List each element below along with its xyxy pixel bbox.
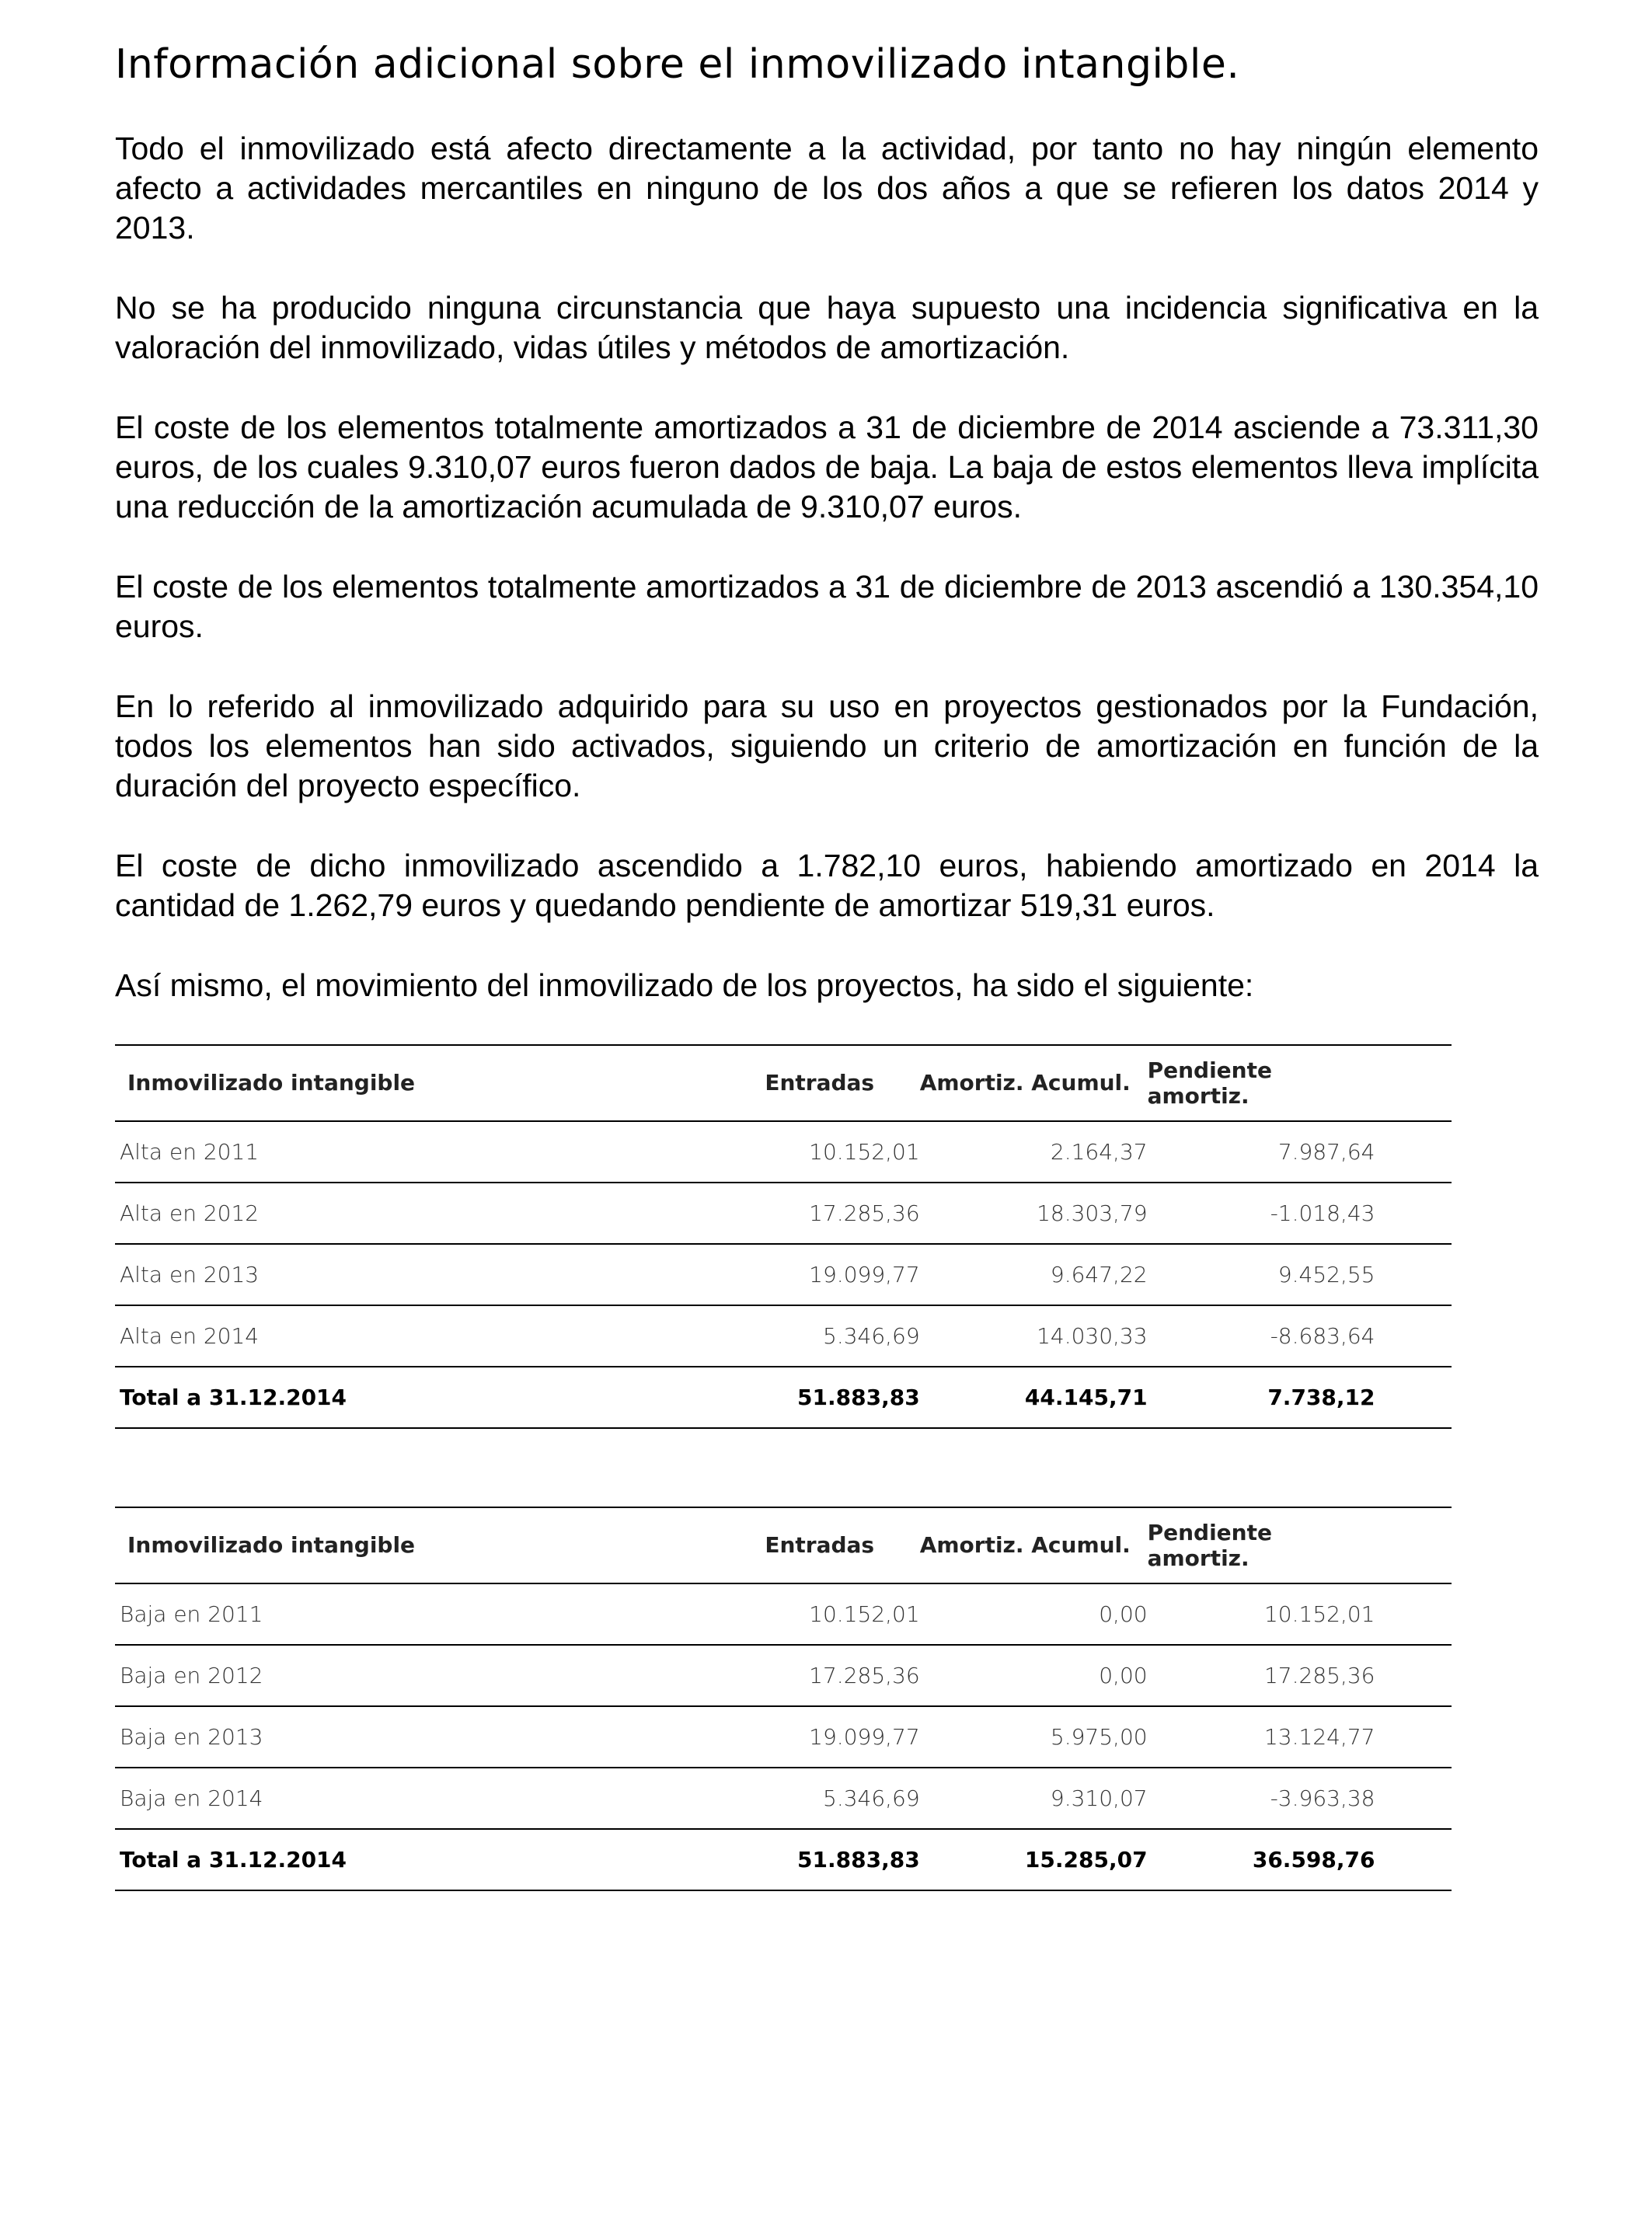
table-cell: 0,00: [920, 1645, 1148, 1706]
table-row: [115, 1121, 1452, 1183]
table-cell: 10.152,01: [765, 1121, 919, 1183]
cell-spacer: [1375, 1583, 1452, 1645]
table-cell: 9.647,22: [920, 1244, 1148, 1305]
table-row: [115, 1645, 1452, 1706]
paragraph: El coste de los elementos totalmente amortizados a 31 de diciembre de 2014 asciende a 73.311,30 euros, de los cuales 9.310,07 euros fueron dados de baja. La baja de estos elementos lleva implícita una reducción de la amortización acumulada de 9.310,07 euros.: [115, 409, 1539, 524]
table-cell: 7.987,64: [1148, 1121, 1375, 1183]
table-cell: Alta en 2014: [115, 1305, 765, 1367]
table-cell: -8.683,64: [1148, 1305, 1375, 1367]
paragraph: El coste de dicho inmovilizado ascendido a 1.782,10 euros, habiendo amortizado en 2014 la cantidad de 1.262,79 euros y quedando pendiente de amortizar 519,31 euros.: [115, 847, 1539, 923]
table-cell: Baja en 2014: [115, 1768, 765, 1829]
table-cell: -3.963,38: [1148, 1768, 1375, 1829]
table-row: [115, 1583, 1452, 1645]
table-row: [115, 1183, 1452, 1244]
table-cell: Total a 31.12.2014: [115, 1829, 765, 1890]
table-row: [115, 1768, 1452, 1829]
table-cell: 18.303,79: [920, 1183, 1148, 1244]
table-cell: 5.346,69: [765, 1768, 919, 1829]
table-cell: 9.310,07: [920, 1768, 1148, 1829]
table-cell: 15.285,07: [920, 1829, 1148, 1890]
column-header: Amortiz. Acumul.: [920, 1507, 1148, 1583]
table-cell: -1.018,43: [1148, 1183, 1375, 1244]
table-cell: 10.152,01: [765, 1583, 919, 1645]
column-header: Entradas: [765, 1045, 919, 1121]
table-cell: Alta en 2012: [115, 1183, 765, 1244]
table-cell: 44.145,71: [920, 1367, 1148, 1428]
column-header: Inmovilizado intangible: [115, 1507, 765, 1583]
table-cell: 36.598,76: [1148, 1829, 1375, 1890]
paragraph: En lo referido al inmovilizado adquirido para su uso en proyectos gestionados por la Fundación, todos los elementos han sido activados, siguiendo un criterio de amortización en función de la duración del proyecto específico.: [115, 688, 1539, 803]
table-header-row: [115, 1045, 1452, 1121]
paragraph: El coste de los elementos totalmente amortizados a 31 de diciembre de 2013 ascendió a 130.354,10 euros.: [115, 568, 1539, 644]
table-cell: 17.285,36: [1148, 1645, 1375, 1706]
table-cell: 51.883,83: [765, 1829, 919, 1890]
table-total-row: [115, 1367, 1452, 1428]
paragraph: No se ha producido ninguna circunstancia que haya supuesto una incidencia significativa en la valoración del inmovilizado, vidas útiles y métodos de amortización.: [115, 289, 1539, 365]
table-cell: 9.452,55: [1148, 1244, 1375, 1305]
table-cell: 0,00: [920, 1583, 1148, 1645]
page-title: Información adicional sobre el inmovilizado intangible.: [115, 41, 1240, 88]
table-cell: 5.975,00: [920, 1706, 1148, 1768]
cell-spacer: [1375, 1706, 1452, 1768]
paragraph: Así mismo, el movimiento del inmovilizado de los proyectos, ha sido el siguiente:: [115, 967, 1254, 1003]
table-cell: 51.883,83: [765, 1367, 919, 1428]
table-cell: 7.738,12: [1148, 1367, 1375, 1428]
document-page: [115, 39, 1539, 1891]
column-header: Inmovilizado intangible: [115, 1045, 765, 1121]
table-cell: Alta en 2011: [115, 1121, 765, 1183]
table-cell: 17.285,36: [765, 1183, 919, 1244]
table-cell: 5.346,69: [765, 1305, 919, 1367]
table-cell: Alta en 2013: [115, 1244, 765, 1305]
table-cell: 2.164,37: [920, 1121, 1148, 1183]
table-cell: Baja en 2013: [115, 1706, 765, 1768]
table-cell: Baja en 2011: [115, 1583, 765, 1645]
header-spacer: [1375, 1045, 1452, 1121]
table-row: [115, 1305, 1452, 1367]
cell-spacer: [1375, 1768, 1452, 1829]
cell-spacer: [1375, 1183, 1452, 1244]
table-row: [115, 1706, 1452, 1768]
cell-spacer: [1375, 1244, 1452, 1305]
table-cell: 10.152,01: [1148, 1583, 1375, 1645]
column-header: Pendiente amortiz.: [1148, 1045, 1375, 1121]
cell-spacer: [1375, 1305, 1452, 1367]
cell-spacer: [1375, 1367, 1452, 1428]
table-cell: Total a 31.12.2014: [115, 1367, 765, 1428]
bajas-table: [115, 1507, 1452, 1891]
table-header-row: [115, 1507, 1452, 1583]
table-cell: 17.285,36: [765, 1645, 919, 1706]
cell-spacer: [1375, 1121, 1452, 1183]
table-cell: 14.030,33: [920, 1305, 1148, 1367]
table-cell: Baja en 2012: [115, 1645, 765, 1706]
column-header: Amortiz. Acumul.: [920, 1045, 1148, 1121]
altas-table: [115, 1044, 1452, 1429]
paragraph: Todo el inmovilizado está afecto directamente a la actividad, por tanto no hay ningún elemento afecto a actividades mercantiles en ninguno de los dos años a que se refieren los datos 2014 y 2013.: [115, 130, 1539, 246]
column-header: Entradas: [765, 1507, 919, 1583]
column-header: Pendiente amortiz.: [1148, 1507, 1375, 1583]
table-row: [115, 1244, 1452, 1305]
cell-spacer: [1375, 1645, 1452, 1706]
table-cell: 19.099,77: [765, 1244, 919, 1305]
cell-spacer: [1375, 1829, 1452, 1890]
table-total-row: [115, 1829, 1452, 1890]
header-spacer: [1375, 1507, 1452, 1583]
table-cell: 13.124,77: [1148, 1706, 1375, 1768]
table-cell: 19.099,77: [765, 1706, 919, 1768]
